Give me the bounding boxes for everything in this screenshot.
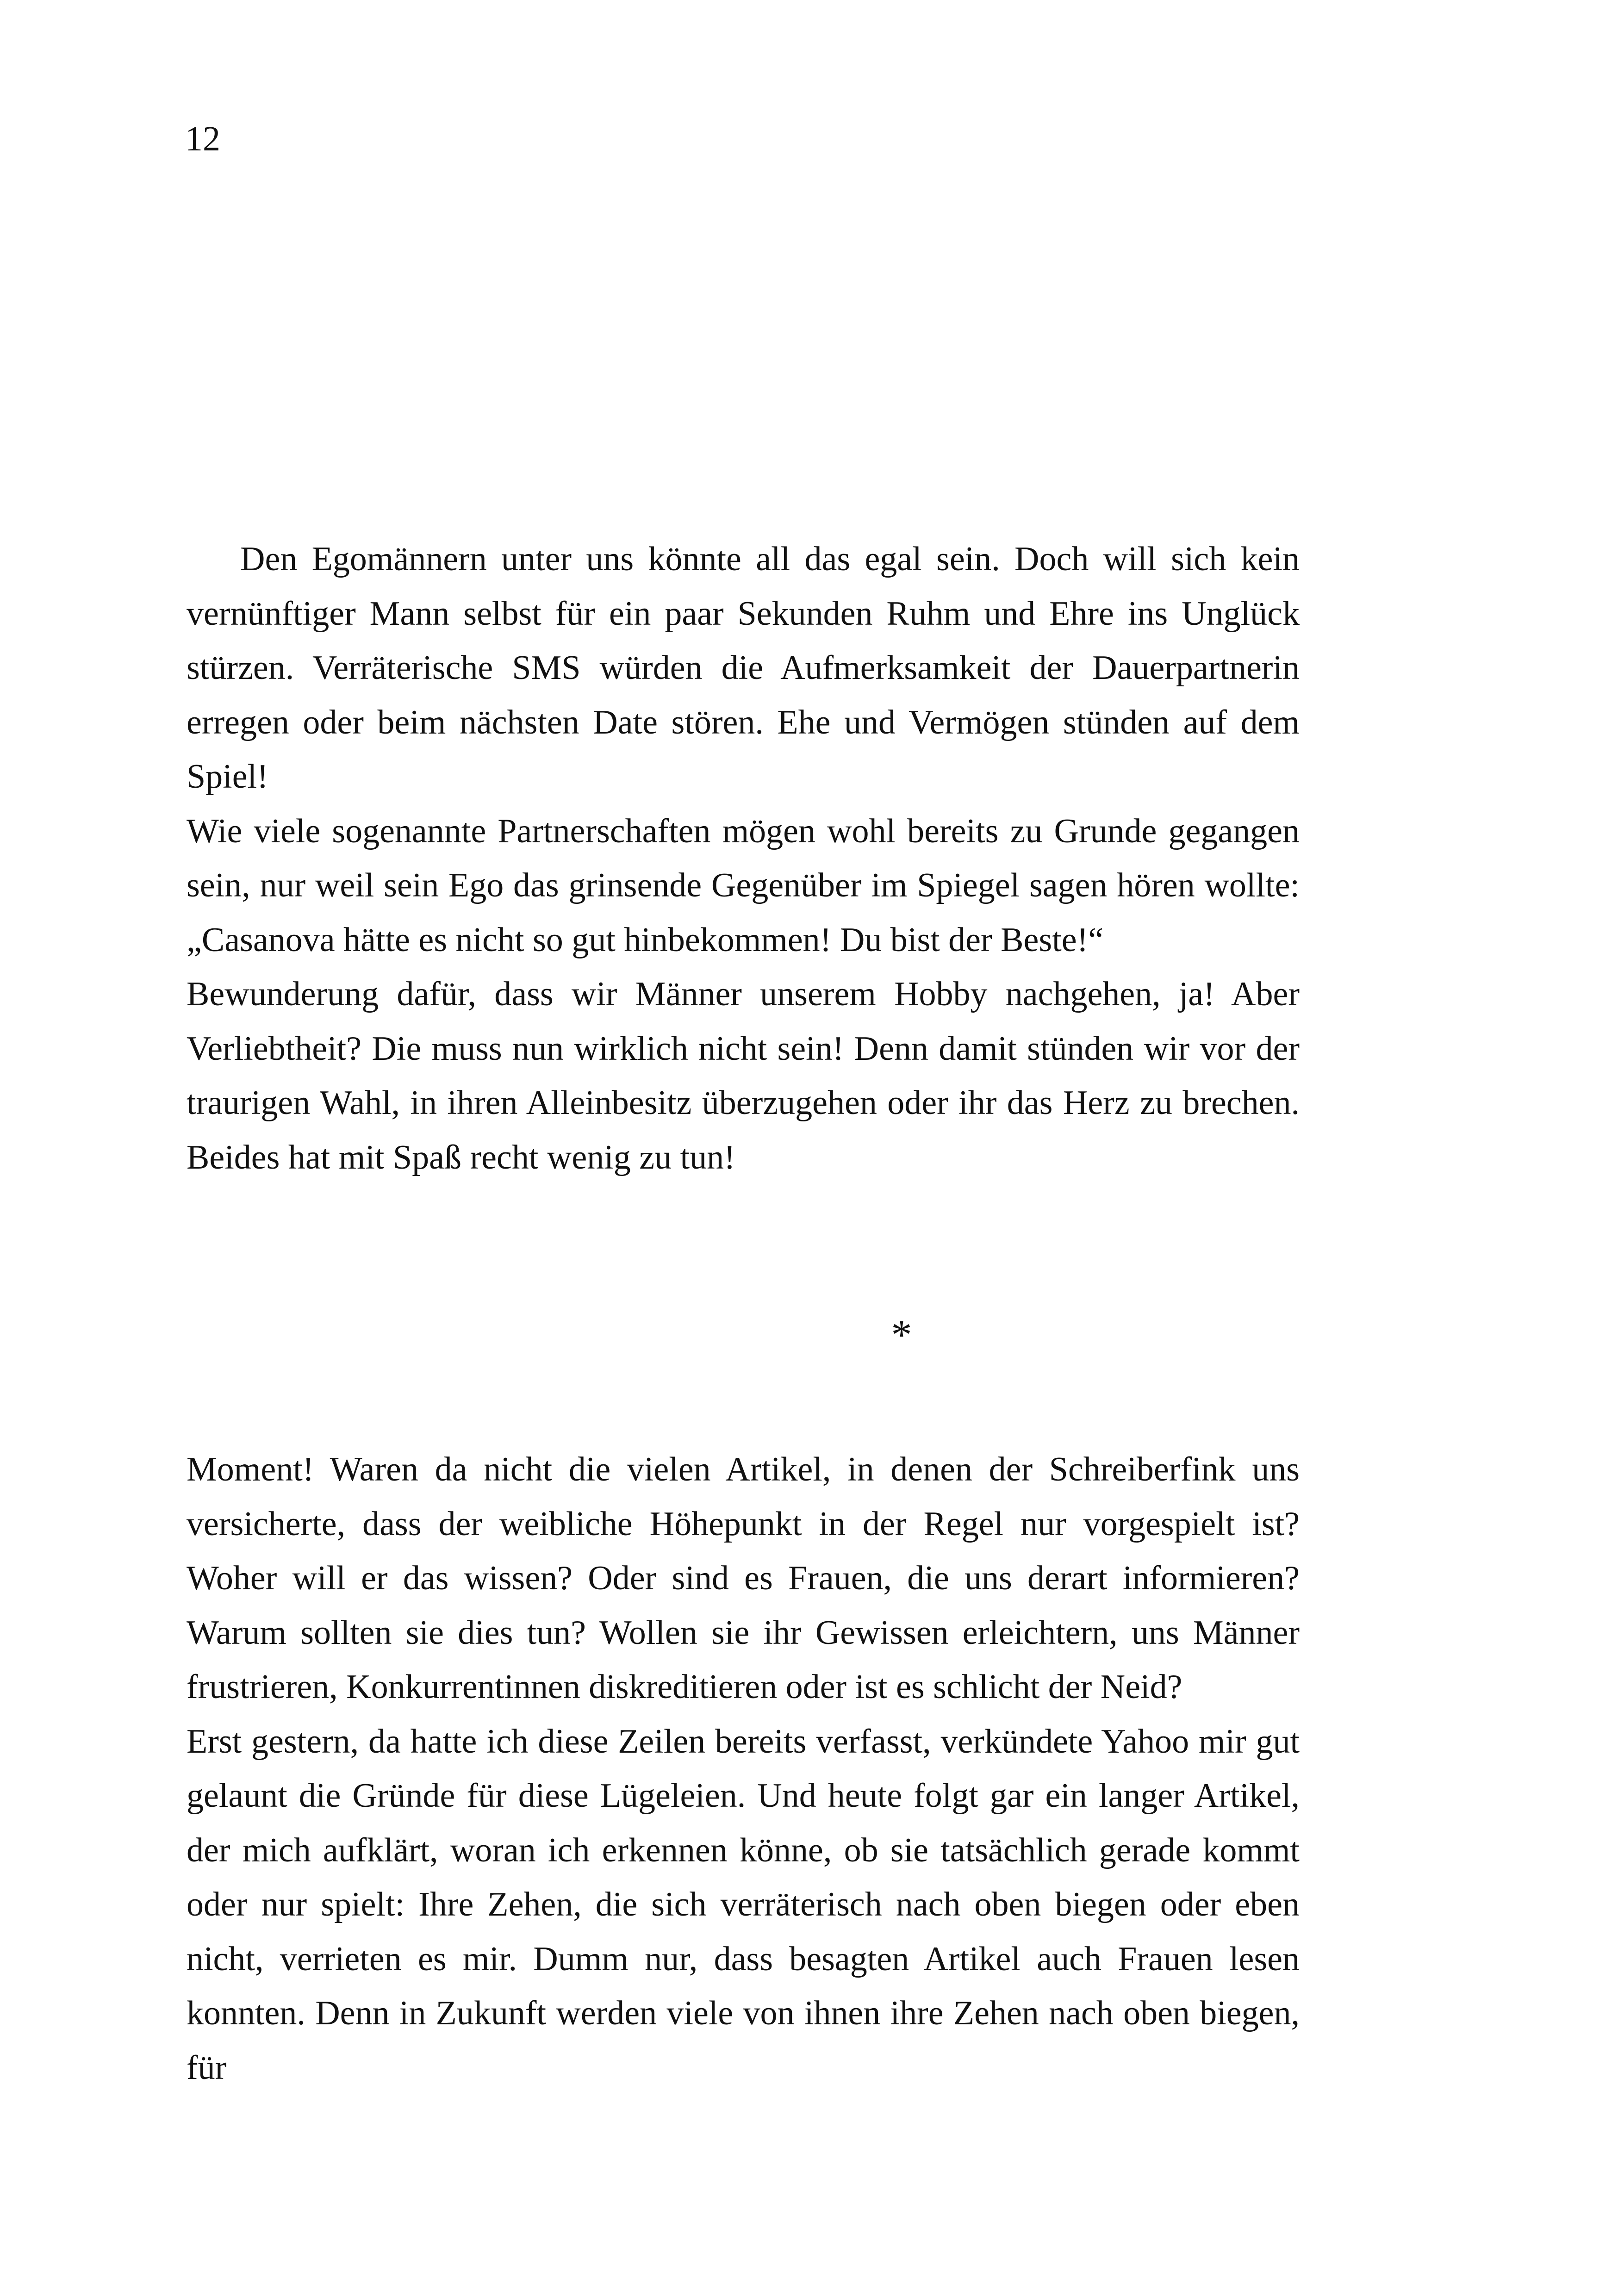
paragraph: Erst gestern, da hatte ich diese Zeilen bereits verfasst, verkündete Yahoo mir gut gelaunt die Gründe für diese Lügeleien. Und heute folgt gar ein langer Artikel, der mich aufklärt, woran ich erkennen könne, ob sie tatsächlich gerade kommt oder nur spielt: Ihre Zehen, die sich verräterisch nach oben biegen oder eben nicht, verrieten es mir. Dumm nur, dass besagten Artikel auch Frauen lesen konnten. Denn in Zukunft werden viele von ihnen ihre Zehen nach oben biegen, für — [187, 1722, 1300, 2087]
paragraph: Wie viele sogenannte Partnerschaften mögen wohl bereits zu Grunde gegangen sein, nur weil sein Ego das grinsende Gegenüber im Spiegel sagen hören wollte: „Casanova hätte es nicht so gut hinbekommen! Du bist der Beste!“ — [187, 812, 1300, 959]
paragraph: Den Egomännern unter uns könnte all das egal sein. Doch will sich kein vernünftiger Mann selbst für ein paar Sekunden Ruhm und Ehre ins Unglück stürzen. Verräterische SMS würden die Aufmerksamkeit der Dauerpartnerin erregen oder beim nächsten Date stören. Ehe und Vermögen stünden auf dem Spiel! — [187, 540, 1300, 796]
text-section-2 — [187, 1443, 1300, 2095]
section-separator: * — [891, 1312, 912, 1358]
text-section-1 — [187, 532, 1300, 1185]
paragraph: Bewunderung dafür, dass wir Männer unserem Hobby nachgehen, ja! Aber Verliebtheit? Die muss nun wirklich nicht sein! Denn damit stünden wir vor der traurigen Wahl, in ihren Alleinbesitz überzugehen oder ihr das Herz zu brechen. Beides hat mit Spaß recht wenig zu tun! — [187, 975, 1300, 1176]
paragraph: Moment! Waren da nicht die vielen Artikel, in denen der Schreiberfink uns versicherte, dass der weibliche Höhepunkt in der Regel nur vorgespielt ist? Woher will er das wissen? Oder sind es Frauen, die uns derart informieren? Warum sollten sie dies tun? Wollen sie ihr Gewissen erleichtern, uns Männer frustrieren, Konkurrentinnen diskreditieren oder ist es schlicht der Neid? — [187, 1450, 1300, 1706]
page-number: 12 — [185, 119, 220, 158]
